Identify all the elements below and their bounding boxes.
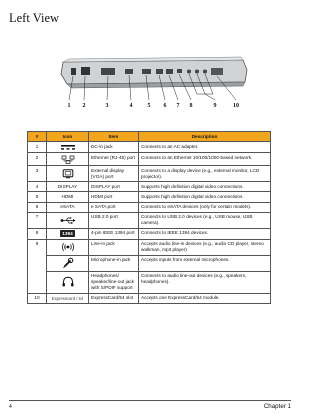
- row-item: Microphone-in jack: [89, 255, 139, 271]
- callout-1: 1: [67, 103, 71, 109]
- table-row: [28, 255, 271, 271]
- row-item: 4-pin IEEE 1394 port: [89, 228, 139, 239]
- monitor-icon: [62, 169, 74, 179]
- row-item: USB 2.0 port: [89, 212, 139, 228]
- row-number: 9: [28, 239, 47, 293]
- header-number: #: [28, 132, 47, 142]
- row-description: Accepts inputs from external microphones.: [139, 255, 271, 271]
- header-icon: Icon: [47, 132, 89, 142]
- page-title: Left View: [9, 11, 60, 25]
- footer-chapter: Chapter 1: [263, 403, 291, 410]
- table-row: [28, 293, 271, 303]
- usb-icon: [60, 217, 76, 224]
- table-row: [28, 153, 271, 166]
- row-item: Headphones/ speaker/line-out jack with S/PDIF support: [89, 271, 139, 293]
- row-number: 2: [28, 153, 47, 166]
- display-port-label: DISPLAY: [47, 182, 89, 192]
- table-row: [28, 212, 271, 228]
- row-item: Ethernet (RJ-45) port: [89, 153, 139, 166]
- footer-divider: [9, 400, 291, 401]
- row-number: 10: [28, 293, 47, 303]
- row-number: 8: [28, 228, 47, 239]
- row-description: Connects to USB 2.0 devices (e.g., USB mouse, USB camera).: [139, 212, 271, 228]
- esata-label: eSATA: [47, 202, 89, 212]
- ports-table: [27, 131, 271, 304]
- callout-6: 6: [163, 103, 167, 109]
- row-description: Connects to a display device (e.g., external monitor, LCD projector).: [139, 166, 271, 182]
- row-number: 1: [28, 142, 47, 153]
- row-description: Accepts audio line-in devices (e.g., audio CD player, stereo walkman, mp3 player): [139, 239, 271, 255]
- row-number: 3: [28, 166, 47, 182]
- line-in-icon: [61, 242, 75, 252]
- callout-3: 3: [105, 103, 109, 109]
- table-row: [28, 192, 271, 202]
- microphone-icon: [62, 257, 74, 269]
- footer-page-number: 4: [9, 404, 12, 410]
- row-item: DC-in jack: [89, 142, 139, 153]
- row-item: Line-in jack: [89, 239, 139, 255]
- row-description: Connects to IEEE 1394 devices.: [139, 228, 271, 239]
- row-item: e SATA port: [89, 202, 139, 212]
- callout-2: 2: [82, 103, 86, 109]
- header-item: Item: [89, 132, 139, 142]
- table-row: [28, 271, 271, 293]
- row-description: Connects to an Ethernet 10/100/1000-based network.: [139, 153, 271, 166]
- dc-in-icon: [60, 144, 76, 151]
- table-row: [28, 228, 271, 239]
- row-number: 6: [28, 202, 47, 212]
- callout-4: 4: [129, 103, 133, 109]
- table-row: [28, 239, 271, 255]
- table-header-row: [28, 132, 271, 142]
- row-item: External display (VGA) port: [89, 166, 139, 182]
- row-number: 5: [28, 192, 47, 202]
- callout-10: 10: [233, 103, 239, 109]
- table-row: [28, 202, 271, 212]
- header-description: Description: [139, 132, 271, 142]
- callout-5: 5: [147, 103, 151, 109]
- row-description: Supports high definition digital video connections.: [139, 192, 271, 202]
- row-description: Connects to eSATA devices (only for certain models).: [139, 202, 271, 212]
- row-item: HDMI port: [89, 192, 139, 202]
- ethernet-icon: [61, 155, 75, 164]
- row-number: 4: [28, 182, 47, 192]
- row-number: 7: [28, 212, 47, 228]
- ieee1394-badge: 1394: [60, 230, 75, 237]
- headphone-icon: [61, 276, 75, 288]
- row-description: Connects to audio line-out devices (e.g., speakers, headphones).: [139, 271, 271, 293]
- expresscard-label: Expresscard / 54: [47, 293, 89, 303]
- row-item: ExpressCard/54 slot: [89, 293, 139, 303]
- table-row: [28, 182, 271, 192]
- callout-7: 7: [176, 103, 180, 109]
- laptop-left-side-illustration: [55, 48, 251, 110]
- hdmi-label: HDMI: [47, 192, 89, 202]
- row-item: DISPLAY port: [89, 182, 139, 192]
- row-description: Accepts one ExpressCard/54 module.: [139, 293, 271, 303]
- callout-8: 8: [189, 103, 193, 109]
- table-row: [28, 166, 271, 182]
- callout-9: 9: [213, 103, 217, 109]
- table-row: [28, 142, 271, 153]
- row-description: Supports high definition digital video connections.: [139, 182, 271, 192]
- row-description: Connects to an AC adapter.: [139, 142, 271, 153]
